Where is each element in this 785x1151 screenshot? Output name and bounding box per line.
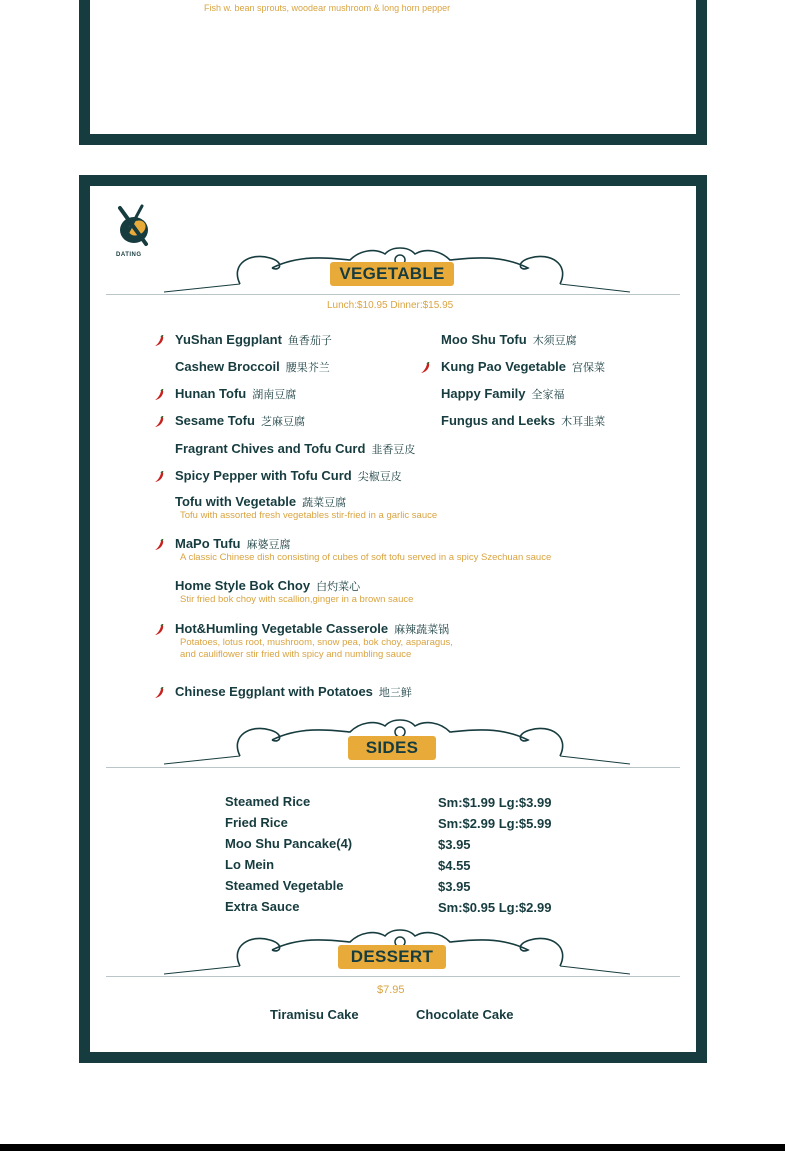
logo-text: DATING: [116, 252, 142, 258]
item-description: Stir fried bok choy with scallion,ginger in a brown sauce: [180, 594, 414, 605]
menu-item: [175, 621, 449, 637]
dessert-item: Tiramisu Cake: [270, 1007, 359, 1022]
menu-panel: [79, 175, 707, 1063]
chili-pepper-icon: [153, 687, 165, 699]
side-item-name: Extra Sauce: [225, 899, 300, 914]
menu-item: [175, 578, 360, 594]
item-name: Happy Family: [441, 386, 526, 401]
item-name: Sesame Tofu: [175, 413, 255, 428]
side-item-price: $4.55: [438, 858, 471, 873]
menu-item: [175, 468, 402, 484]
item-name: Home Style Bok Choy: [175, 578, 311, 593]
menu-item: [441, 413, 605, 429]
menu-item: [175, 359, 330, 375]
previous-item-description: Fish w. bean sprouts, woodear mushroom & long horn pepper: [204, 3, 451, 13]
item-chinese-name: 蔬菜豆腐: [302, 497, 347, 509]
item-chinese-name: 木须豆腐: [532, 335, 577, 347]
item-chinese-name: 全家福: [531, 389, 565, 401]
side-item-price: $3.95: [438, 879, 471, 894]
item-chinese-name: 鱼香茄子: [287, 335, 332, 347]
chili-pepper-icon: [153, 471, 165, 483]
item-name: MaPo Tufu: [175, 536, 241, 551]
chili-pepper-icon: [153, 539, 165, 551]
item-name: Cashew Broccoil: [175, 359, 280, 374]
chili-pepper-icon: [153, 389, 165, 401]
side-item-name: Lo Mein: [225, 857, 275, 872]
side-item-name: Steamed Vegetable: [225, 878, 344, 893]
vegetable-price-line: Lunch:$10.95 Dinner:$15.95: [327, 300, 454, 311]
item-chinese-name: 宫保菜: [571, 362, 605, 374]
dessert-banner: DESSERT: [338, 945, 446, 969]
sides-banner: SIDES: [348, 736, 436, 760]
side-item-price: Sm:$1.99 Lg:$3.99: [438, 795, 552, 810]
side-item-name: Moo Shu Pancake(4): [225, 836, 353, 851]
item-name: Fragrant Chives and Tofu Curd: [175, 441, 366, 456]
item-description: and cauliflower stir fried with spicy and numbling sauce: [180, 649, 412, 660]
item-description: Potatoes, lotus root, mushroom, snow pea, bok choy, asparagus,: [180, 637, 453, 648]
bottom-bar: [0, 1144, 785, 1151]
fork-leaf-logo-icon: [112, 202, 156, 250]
item-chinese-name: 木耳韭菜: [561, 416, 606, 428]
item-name: Fungus and Leeks: [441, 413, 556, 428]
menu-item: [175, 332, 332, 348]
chili-pepper-icon: [153, 416, 165, 428]
menu-item: [175, 684, 412, 700]
side-item-name: Fried Rice: [225, 815, 288, 830]
item-chinese-name: 麻婆豆腐: [246, 539, 291, 551]
item-chinese-name: 尖椒豆皮: [357, 471, 402, 483]
item-chinese-name: 地三鲜: [378, 687, 412, 699]
item-name: Hot&Humling Vegetable Casserole: [175, 621, 389, 636]
divider: [106, 976, 680, 977]
chili-pepper-icon: [153, 335, 165, 347]
chili-pepper-icon: [153, 624, 165, 636]
item-description: A classic Chinese dish consisting of cubes of soft tofu served in a spicy Szechuan sauce: [180, 552, 552, 563]
divider: [106, 294, 680, 295]
side-item-price: Sm:$0.95 Lg:$2.99: [438, 900, 552, 915]
chili-pepper-icon: [419, 362, 431, 374]
item-name: Chinese Eggplant with Potatoes: [175, 684, 373, 699]
menu-item: [175, 441, 415, 457]
item-name: Spicy Pepper with Tofu Curd: [175, 468, 352, 483]
item-chinese-name: 湖南豆腐: [252, 389, 297, 401]
side-item-name: Steamed Rice: [225, 794, 311, 809]
item-name: Moo Shu Tofu: [441, 332, 527, 347]
previous-menu-panel: [79, 0, 707, 145]
item-chinese-name: 韭香豆皮: [371, 444, 416, 456]
menu-item: [441, 386, 565, 402]
dessert-item: Chocolate Cake: [416, 1007, 514, 1022]
menu-item: [441, 332, 577, 348]
menu-item: [175, 413, 305, 429]
menu-item: [441, 359, 605, 375]
vegetable-banner: VEGETABLE: [330, 262, 454, 286]
side-item-price: Sm:$2.99 Lg:$5.99: [438, 816, 552, 831]
dessert-price: $7.95: [377, 984, 405, 996]
item-chinese-name: 芝麻豆腐: [260, 416, 305, 428]
menu-item: [175, 536, 290, 552]
side-item-price: $3.95: [438, 837, 471, 852]
item-name: Hunan Tofu: [175, 386, 247, 401]
item-name: Kung Pao Vegetable: [441, 359, 566, 374]
menu-item: [175, 386, 296, 402]
item-chinese-name: 白灼菜心: [316, 581, 361, 593]
divider: [106, 767, 680, 768]
item-name: YuShan Eggplant: [175, 332, 282, 347]
item-chinese-name: 麻辣蔬菜锅: [394, 624, 450, 636]
item-description: Tofu with assorted fresh vegetables stir-fried in a garlic sauce: [180, 510, 438, 521]
item-name: Tofu with Vegetable: [175, 494, 297, 509]
logo: [112, 202, 156, 264]
menu-item: [175, 494, 346, 510]
item-chinese-name: 腰果芥兰: [285, 362, 330, 374]
